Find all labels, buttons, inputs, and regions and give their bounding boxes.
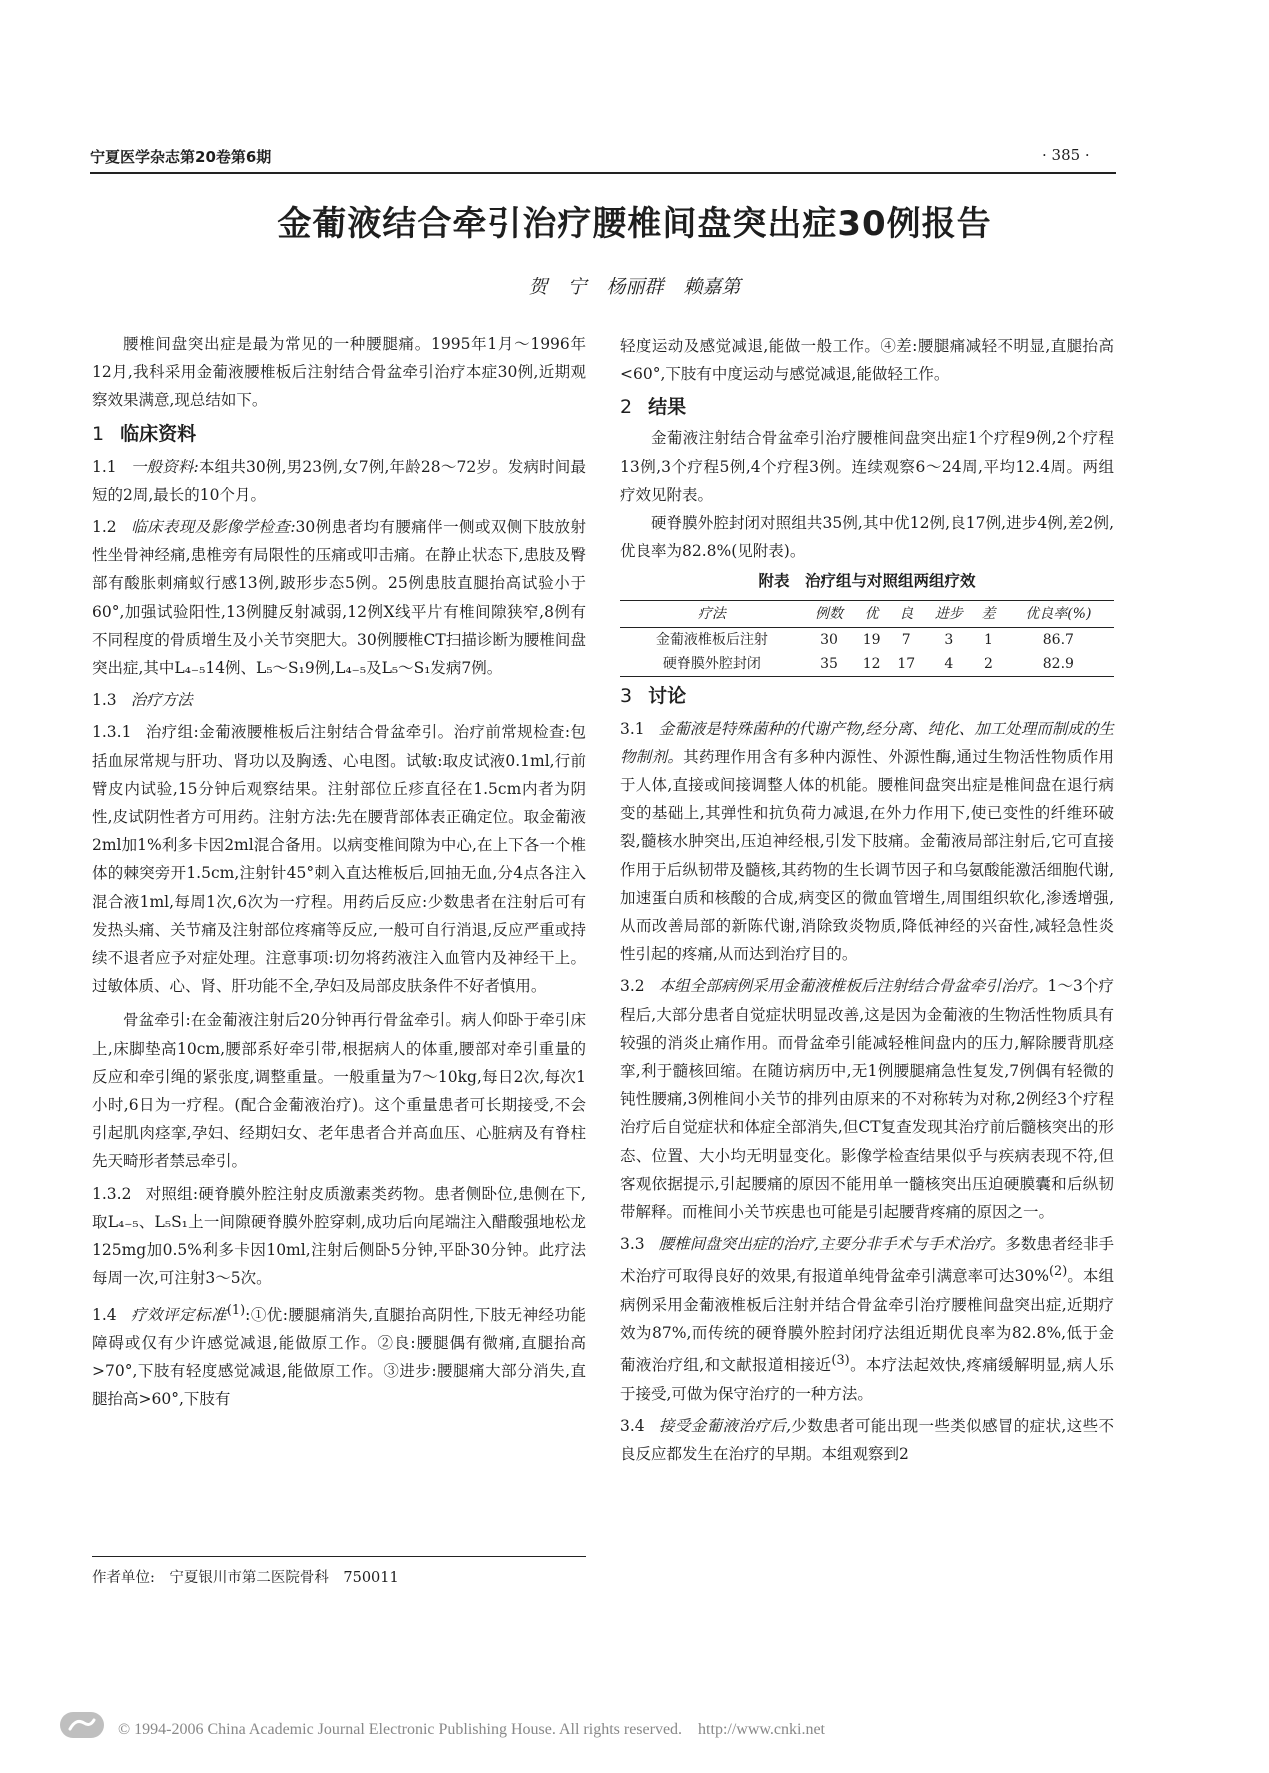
subsection-label: 一般资料:	[130, 457, 199, 476]
subsection-label: 临床表现及影像学检查:	[130, 518, 296, 537]
table-caption: 附表 治疗组与对照组两组疗效	[758, 572, 976, 591]
citation-ref: (1)	[226, 1302, 246, 1318]
subsection-number: 1.3.1	[92, 723, 132, 742]
subsection-lead: 本组全部病例采用金葡液椎板后注射结合骨盆牵引治疗。	[658, 977, 1048, 996]
table-header-cell: 优	[854, 600, 889, 627]
section-title: 讨论	[648, 684, 687, 707]
section-number: 1	[92, 422, 105, 445]
table-header-cell: 优良率(%)	[1003, 600, 1114, 627]
subsection-1-3-2	[92, 1180, 586, 1293]
section-2-heading	[620, 392, 1114, 422]
subsection-text: 其药理作用含有多种内源性、外源性酶,通过生物活性物质作用于人体,直接或间接调整人体的机能。腰椎间盘突出症是椎间盘在退行病变的基础上,其弹性和抗负荷力减退,在外力作用下,使已变性的纤维环破裂,髓核水肿突出,压迫神经根,引发下肢痛。金葡液局部注射后,它可直接作用于后纵韧带及髓核,其药物的生长调节因子和乌氨酸能激活细胞代谢,加速蛋白质和核酸的合成,病变区的微血管增生,周围组织软化,渗透增强,从而改善局部的新陈代谢,消除致炎物质,降低神经的兴奋性,减轻急性炎性引起的疼痛,从而达到治疗目的。	[620, 747, 1114, 964]
subsection-number: 3.3	[620, 1235, 645, 1254]
table-cell: 30	[820, 631, 838, 648]
subsection-number: 3.1	[620, 719, 645, 738]
running-header-journal: 宁夏医学杂志第20卷第6期	[90, 148, 272, 166]
section-number: 2	[620, 396, 633, 419]
subsection-label: 疗效评定标准	[130, 1305, 227, 1324]
table-cell: 86.7	[1042, 631, 1074, 648]
cnki-logo-icon	[60, 1712, 104, 1738]
results-paragraph-1: 金葡液注射结合骨盆牵引治疗腰椎间盘突出症1个疗程9例,2个疗程13例,3个疗程5例,4个疗程3例。连续观察6～24周,平均12.4周。两组疗效见附表。	[620, 429, 1114, 504]
left-column	[92, 330, 586, 1413]
subsection-text: 30例患者均有腰痛伴一侧或双侧下肢放射性坐骨神经痛,患椎旁有局限性的压痛或叩击痛。在静止状态下,患肢及臀部有酸胀刺痛蚁行感13例,跛形步态5例。25例患肢直腿抬高试验小于60°,加强试验阳性,13例腱反射减弱,12例X线平片有椎间隙狭窄,8例有不同程度的骨质增生及小关节突肥大。30例腰椎CT扫描诊断为腰椎间盘突出症,其中L₄₋₅14例、L₅～S₁9例,L₄₋₅及L₅～S₁发病7例。	[92, 518, 586, 678]
table-header-cell: 例数	[804, 600, 855, 627]
subsection-text: 对照组:硬脊膜外腔注射皮质激素类药物。患者侧卧位,患侧在下,取L₄₋₅、L₅S₁上一间隙硬脊膜外腔穿刺,成功后向尾端注入醋酸强地松龙125mg加0.5%利多卡因10ml,注射后侧卧5分钟,平卧30分钟。此疗法每周一次,可注射3～5次。	[92, 1184, 586, 1288]
intro-paragraph: 腰椎间盘突出症是最为常见的一种腰腿痛。1995年1月～1996年12月,我科采用金葡液腰椎板后注射结合骨盆牵引治疗本症30例,近期观察效果满意,现总结如下。	[92, 335, 586, 410]
table-header-row	[620, 600, 1114, 627]
cnki-footer	[60, 1712, 1210, 1744]
continued-paragraph: 轻度运动及感觉减退,能做一般工作。④差:腰腿痛减轻不明显,直腿抬高<60°,下肢有中度运动与感觉减退,能做轻工作。	[620, 337, 1114, 384]
subsection-text: 。本组病例采用金葡液椎板后注射并结合骨盆牵引治疗腰椎间盘突出症,近期疗效为87%,而传统的硬脊膜外腔封闭疗法组近期优良率为82.8%,低于金葡液治疗组,和文献报道相接近	[620, 1267, 1114, 1375]
section-3-heading	[620, 681, 1114, 711]
subsection-text: 少数患者可能出现一些类似感冒的症状,这些不良反应都发生在治疗的早期。本组观察到2	[620, 1416, 1114, 1464]
subsection-number: 1.2	[92, 518, 117, 537]
table-cell: 金葡液椎板后注射	[655, 631, 768, 648]
table-cell: 35	[804, 652, 855, 677]
table-cell: 3	[944, 631, 954, 648]
subsection-text: 多数患者经非手术治疗可取得良好的效果,有报道单纯骨盆牵引满意率可达30%	[620, 1235, 1114, 1286]
subsection-1-3-heading	[92, 686, 586, 714]
table-cell: 82.9	[1003, 652, 1114, 677]
subsection-lead: 腰椎间盘突出症的治疗,主要分非手术与手术治疗。	[658, 1235, 1006, 1254]
subsection-text: 治疗组:金葡液腰椎板后注射结合骨盆牵引。治疗前常规检查:包括血尿常规与肝功、肾功以及胸透、心电图。试敏:取皮试液0.1ml,行前臂皮内试验,15分钟后观察结果。注射部位丘疹直径在1.5cm内者为阴性,皮试阴性者方可用药。注射方法:先在腰背部体表正确定位。取金葡液2ml加1%利多卡因2ml混合备用。以病变椎间隙为中心,在上下各一个椎体的棘突旁开1.5cm,注射针45°刺入直达椎板后,回抽无血,分4点各注入混合液1ml,每周1次,6次为一疗程。用药后反应:少数患者在注射后可有发热头痛、关节痛及注射部位疼痛等反应,一般可自行消退,反应严重或持续不退者应予对症处理。注意事项:切勿将药液注入血管内及神经干上。过敏体质、心、肾、肝功能不全,孕妇及局部皮肤条件不好者慎用。	[92, 723, 586, 996]
traction-paragraph: 骨盆牵引:在金葡液注射后20分钟再行骨盆牵引。病人仰卧于牵引床上,床脚垫高10cm,腰部系好牵引带,根据病人的体重,腰部对牵引重量的反应和牵引绳的紧张度,调整重量。一般重量为7～10kg,每日2次,每次1小时,6日为一疗程。(配合金葡液治疗)。这个重量患者可长期接受,不会引起肌肉痉挛,孕妇、经期妇女、老年患者合并高血压、心脏病及有脊柱先天畸形者禁忌牵引。	[92, 1011, 586, 1171]
table-cell: 1	[983, 631, 993, 648]
subsection-1-4	[92, 1297, 586, 1414]
table-cell: 12	[854, 652, 889, 677]
article-authors: 贺 宁 杨丽群 赖嘉第	[528, 276, 741, 298]
subsection-3-3	[620, 1230, 1114, 1408]
table-header-cell: 差	[974, 600, 1003, 627]
subsection-lead: 金葡液是特殊菌种的代谢产物,经分离、纯化、加工处理而制成的生物制剂。	[620, 719, 1114, 766]
table-header-cell: 良	[889, 600, 924, 627]
right-column	[620, 332, 1114, 1468]
subsection-3-2	[620, 972, 1114, 1226]
table-cell: 19	[862, 631, 881, 648]
page-number: · 385 ·	[1042, 146, 1090, 164]
citation-ref: (2)	[1048, 1264, 1068, 1280]
header-rule	[90, 172, 1116, 174]
results-paragraph-2: 硬脊膜外腔封闭对照组共35例,其中优12例,良17例,进步4例,差2例,优良率为82.8%(见附表)。	[620, 514, 1114, 561]
subsection-text: 1～3个疗程后,大部分患者自觉症状明显改善,这是因为金葡液的生物活性物质具有较强的消炎止痛作用。而骨盆牵引能减轻椎间盘内的压力,解除腰背肌痉挛,利于髓核回缩。在随访病历中,无1例腰腿痛急性复发,7例偶有轻微的钝性腰痛,3例椎间小关节的排列由原来的不对称转为对称,2例经3个疗程治疗后自觉症状和体症全部消失,但CT复查发现其治疗前后髓核突出的形态、位置、大小均无明显变化。影像学检查结果似乎与疾病表现不符,但客观依据提示,引起腰痛的原因不能用单一髓核突出压迫硬膜囊和后纵韧带解释。而椎间小关节疾患也可能是引起腰背疼痛的原因之一。	[620, 977, 1114, 1222]
subsection-text: 本组共30例,男23例,女7例,年龄28～72岁。发病时间最短的2周,最长的10个月。	[92, 457, 586, 504]
table-header-cell: 疗法	[620, 600, 804, 627]
table-row	[620, 627, 1114, 652]
copyright-text: © 1994-2006 China Academic Journal Electronic Publishing House. All rights reserved. http://www.cnki.net	[118, 1721, 825, 1738]
table-header-cell: 进步	[924, 600, 975, 627]
subsection-1-1	[92, 453, 586, 509]
subsection-1-3-1	[92, 718, 586, 1000]
subsection-number: 1.3	[92, 691, 117, 710]
section-title: 结果	[648, 396, 687, 419]
table-cell: 2	[974, 652, 1003, 677]
table-cell: 硬脊膜外腔封闭	[620, 652, 804, 677]
subsection-1-2	[92, 513, 586, 682]
subsection-lead: 接受金葡液治疗后,	[658, 1416, 792, 1435]
subsection-3-1	[620, 715, 1114, 969]
author-affiliation: 作者单位: 宁夏银川市第二医院骨科 750011	[92, 1570, 399, 1586]
subsection-number: 1.3.2	[92, 1184, 132, 1203]
table-row	[620, 652, 1114, 677]
results-table	[620, 600, 1114, 677]
table-cell: 17	[889, 652, 924, 677]
subsection-number: 1.4	[92, 1305, 117, 1324]
section-1-heading	[92, 419, 586, 449]
section-number: 3	[620, 684, 633, 707]
subsection-label: 治疗方法	[130, 691, 193, 710]
footnote-rule	[92, 1556, 586, 1557]
subsection-number: 3.4	[620, 1416, 645, 1435]
subsection-number: 3.2	[620, 977, 645, 996]
subsection-number: 1.1	[92, 457, 117, 476]
citation-ref: (3)	[831, 1353, 850, 1369]
subsection-3-4	[620, 1412, 1114, 1468]
subsection-text: :①优:腰腿痛消失,直腿抬高阴性,下肢无神经功能障碍或仅有少许感觉减退,能做原工作。②良:腰腿偶有微痛,直腿抬高>70°,下肢有轻度感觉减退,能做原工作。③进步:腰腿痛大部分消失,直腿抬高>60°,下肢有	[92, 1305, 586, 1409]
table-cell: 4	[924, 652, 975, 677]
subsection-text: 。本疗法起效快,疼痛缓解明显,病人乐于接受,可做为保守治疗的一种方法。	[620, 1356, 1114, 1403]
section-title: 临床资料	[120, 422, 197, 445]
article-title: 金葡液结合牵引治疗腰椎间盘突出症30例报告	[277, 204, 992, 244]
table-cell: 7	[901, 631, 911, 648]
